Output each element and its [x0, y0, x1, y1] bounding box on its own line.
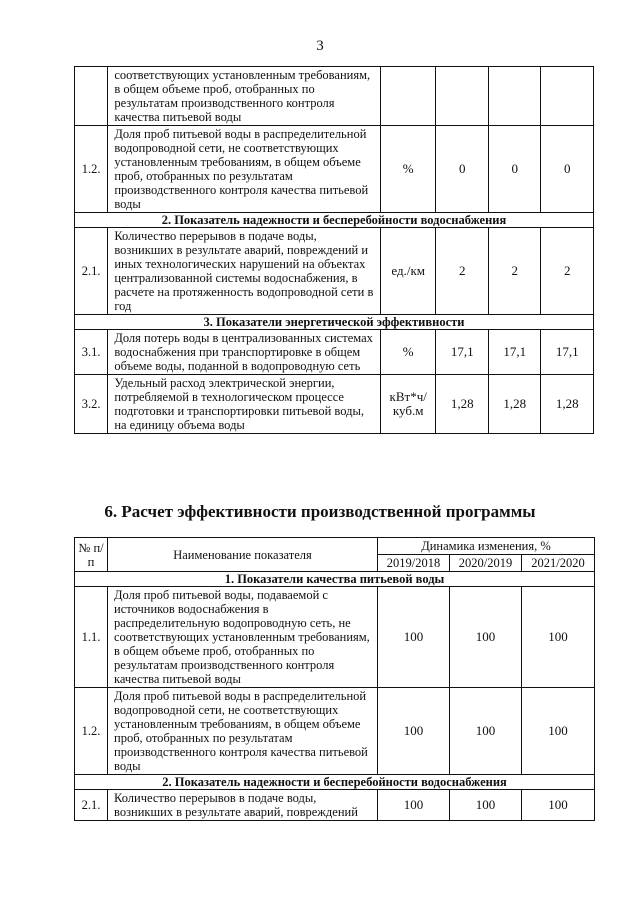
section-row: [75, 315, 594, 330]
value-cell: 2: [488, 228, 541, 315]
indicator-name: Доля потерь воды в централизованных системах водоснабжения при транспортировке в общем объеме воды, поданной в водопроводную сеть: [108, 330, 381, 375]
section-title: 1. Показатели качества питьевой воды: [75, 572, 595, 587]
table-row: [75, 228, 594, 315]
value-cell: 1,28: [436, 375, 489, 434]
value-cell: [436, 67, 489, 126]
unit-cell: %: [380, 330, 436, 375]
value-cell: 17,1: [436, 330, 489, 375]
value-cell: 100: [378, 688, 450, 775]
section-6-title: 6. Расчет эффективности производственной программы: [104, 502, 536, 521]
value-cell: 100: [522, 688, 595, 775]
value-cell: 100: [378, 587, 450, 688]
indicator-name: Доля проб питьевой воды в распределительной водопроводной сети, не соответствующих установленным требованиям, в общем объеме проб, отобранных по результатам производственного контроля качества питьевой воды: [108, 688, 378, 775]
table-row: [75, 688, 595, 775]
row-number: [75, 67, 108, 126]
value-cell: 100: [450, 790, 522, 821]
indicator-name: Доля проб питьевой воды, подаваемой с источников водоснабжения в распределительную водопроводную сеть, не соответствующих установленным требованиям, в общем объеме проб, отобранных по результатам производственного контроля качества питьевой воды: [108, 587, 378, 688]
section-row: [75, 775, 595, 790]
row-number: 1.1.: [75, 587, 108, 688]
row-number: 3.1.: [75, 330, 108, 375]
col-num-header: № п/п: [75, 538, 108, 572]
value-cell: 0: [488, 126, 541, 213]
row-number: 1.2.: [75, 688, 108, 775]
unit-cell: кВт*ч/ куб.м: [380, 375, 436, 434]
value-cell: 1,28: [541, 375, 594, 434]
col-year-header: 2021/2020: [522, 555, 595, 572]
section-title: 3. Показатели энергетической эффективности: [75, 315, 594, 330]
value-cell: 100: [450, 688, 522, 775]
value-cell: 0: [541, 126, 594, 213]
section-row: [75, 572, 595, 587]
unit-cell: %: [380, 126, 436, 213]
indicator-name: Удельный расход электрической энергии, потребляемой в технологическом процессе подготовки и транспортировки питьевой воды, на единицу объема воды: [108, 375, 381, 434]
indicator-name: Количество перерывов в подаче воды, возникших в результате аварий, повреждений: [108, 790, 378, 821]
row-number: 1.2.: [75, 126, 108, 213]
row-number: 2.1.: [75, 790, 108, 821]
row-number: 2.1.: [75, 228, 108, 315]
value-cell: 1,28: [488, 375, 541, 434]
value-cell: 100: [522, 587, 595, 688]
efficiency-table: [74, 537, 595, 821]
value-cell: 100: [450, 587, 522, 688]
col-year-header: 2020/2019: [450, 555, 522, 572]
value-cell: 100: [378, 790, 450, 821]
indicator-name: соответствующих установленным требованиям, в общем объеме проб, отобранных по результатам производственного контроля качества питьевой воды: [108, 67, 381, 126]
value-cell: 17,1: [488, 330, 541, 375]
indicator-name: Количество перерывов в подаче воды, возникших в результате аварий, повреждений и иных технологических нарушений на объектах централизованной системы водоснабжения, в расчете на протяженность водопроводной сети в год: [108, 228, 381, 315]
col-year-header: 2019/2018: [378, 555, 450, 572]
table-row: [75, 126, 594, 213]
section-row: [75, 213, 594, 228]
unit-cell: ед./км: [380, 228, 436, 315]
value-cell: 2: [436, 228, 489, 315]
indicators-table: [74, 66, 594, 434]
section-title: 2. Показатель надежности и бесперебойности водоснабжения: [75, 775, 595, 790]
section-title: 2. Показатель надежности и бесперебойности водоснабжения: [75, 213, 594, 228]
unit-cell: [380, 67, 436, 126]
page-number: 3: [316, 38, 324, 54]
table-row: [75, 790, 595, 821]
value-cell: [541, 67, 594, 126]
row-number: 3.2.: [75, 375, 108, 434]
value-cell: 100: [522, 790, 595, 821]
table-row: [75, 587, 595, 688]
table-row: [75, 375, 594, 434]
value-cell: [488, 67, 541, 126]
value-cell: 0: [436, 126, 489, 213]
table-row: [75, 67, 594, 126]
indicator-name: Доля проб питьевой воды в распределительной водопроводной сети, не соответствующих установленным требованиям, в общем объеме проб, отобранных по результатам производственного контроля качества питьевой воды: [108, 126, 381, 213]
value-cell: 2: [541, 228, 594, 315]
col-name-header: Наименование показателя: [108, 538, 378, 572]
col-dynamics-header: Динамика изменения, %: [378, 538, 595, 555]
table-row: [75, 330, 594, 375]
value-cell: 17,1: [541, 330, 594, 375]
